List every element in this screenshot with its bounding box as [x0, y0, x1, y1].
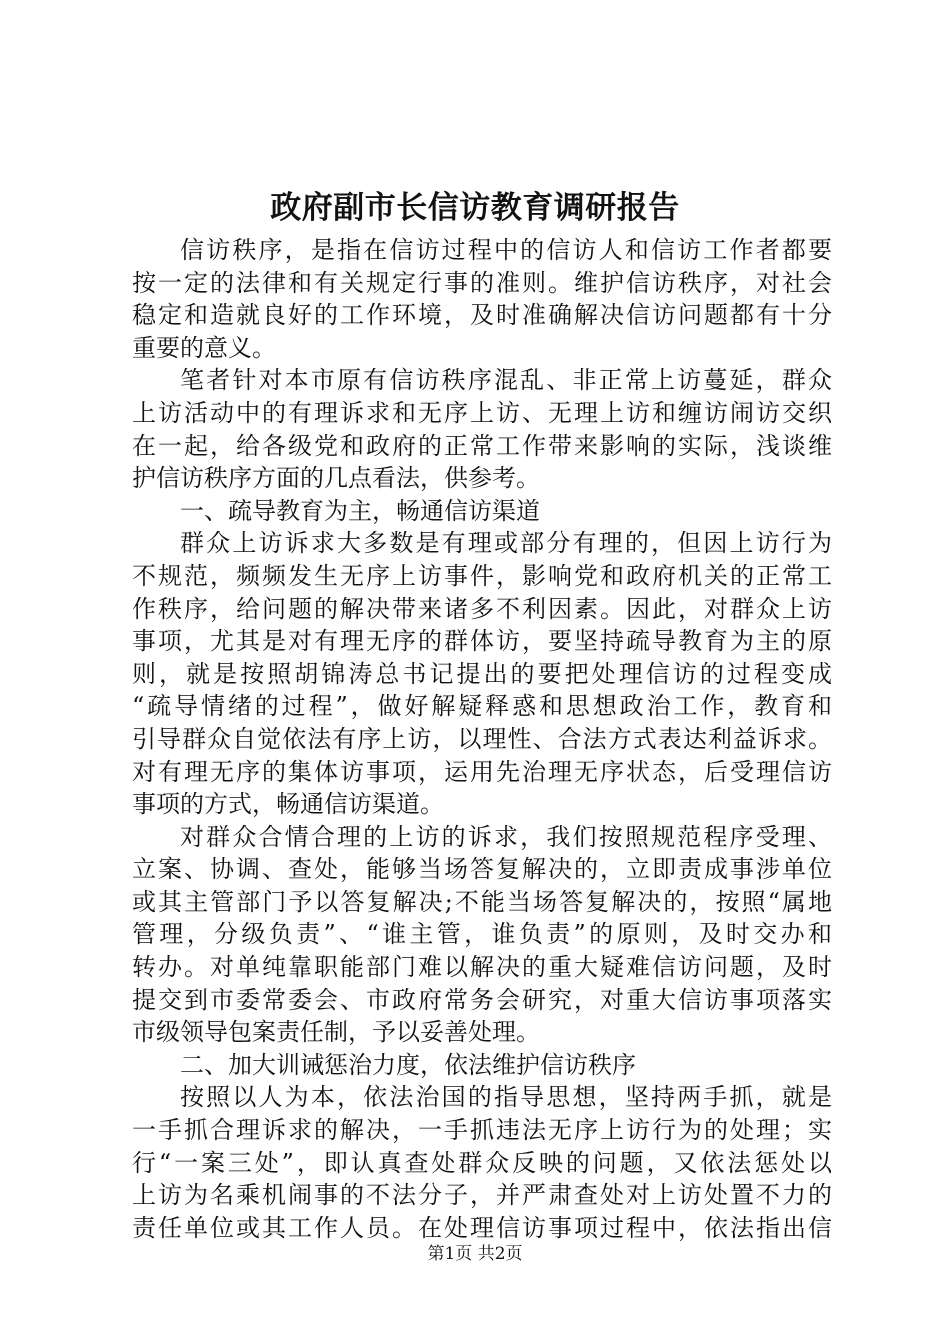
body-text-line: 一手抓合理诉求的解决，一手抓违法无序上访行为的处理；实 — [132, 1116, 832, 1145]
body-text-line: 稳定和造就良好的工作环境，及时准确解决信访问题都有十分 — [132, 301, 832, 330]
body-text-line: 在一起，给各级党和政府的正常工作带来影响的实际，浅谈维 — [132, 431, 832, 460]
body-text-line: 信访秩序，是指在信访过程中的信访人和信访工作者都要 — [180, 236, 832, 264]
body-text-line: 事项的方式，畅通信访渠道。 — [132, 790, 444, 819]
body-text-line: 责任单位或其工作人员。在处理信访事项过程中，依法指出信 — [132, 1213, 832, 1242]
body-text-line: “疏导情绪的过程”，做好解疑释惑和思想政治工作，教育和 — [132, 692, 832, 721]
body-text-line: 转办。对单纯靠职能部门难以解决的重大疑难信访问题，及时 — [132, 953, 832, 982]
body-text-line: 二、加大训诫惩治力度，依法维护信访秩序 — [180, 1050, 636, 1079]
body-text-line: 管理，分级负责”、“谁主管，谁负责”的原则，及时交办和 — [132, 920, 832, 949]
body-text-line: 对群众合情合理的上访的诉求，我们按照规范程序受理、 — [180, 822, 832, 851]
body-text-line: 上访活动中的有理诉求和无序上访、无理上访和缠访闹访交织 — [132, 398, 832, 427]
body-text-line: 行“一案三处”，即认真查处群众反映的问题，又依法惩处以 — [132, 1148, 832, 1177]
body-text-line: 或其主管部门予以答复解决;不能当场答复解决的，按照“属地 — [132, 887, 832, 916]
document-body — [132, 234, 832, 1244]
body-text-line: 按照以人为本，依法治国的指导思想，坚持两手抓，就是 — [180, 1083, 832, 1112]
body-text-line: 事项，尤其是对有理无序的群体访，要坚持疏导教育为主的原 — [132, 627, 832, 656]
body-text-line: 对有理无序的集体访事项，运用先治理无序状态，后受理信访 — [132, 757, 832, 786]
body-text-line: 提交到市委常委会、市政府常务会研究，对重大信访事项落实 — [132, 985, 832, 1014]
document-title: 政府副市长信访教育调研报告 — [270, 190, 680, 226]
body-text-line: 立案、协调、查处，能够当场答复解决的，立即责成事涉单位 — [132, 855, 832, 884]
body-text-line: 护信访秩序方面的几点看法，供参考。 — [132, 464, 540, 493]
body-text-line: 上访为名乘机闹事的不法分子，并严肃查处对上访处置不力的 — [132, 1181, 832, 1210]
body-text-line: 引导群众自觉依法有序上访，以理性、合法方式表达利益诉求。 — [132, 724, 832, 753]
body-text-line: 一、疏导教育为主，畅通信访渠道 — [180, 496, 540, 525]
body-text-line: 则，就是按照胡锦涛总书记提出的要把处理信访的过程变成 — [132, 659, 832, 688]
body-text-line: 市级领导包案责任制，予以妥善处理。 — [132, 1018, 540, 1047]
body-text-line: 群众上访诉求大多数是有理或部分有理的，但因上访行为 — [180, 529, 832, 558]
body-text-line: 笔者针对本市原有信访秩序混乱、非正常上访蔓延，群众 — [180, 366, 832, 395]
body-text-line: 按一定的法律和有关规定行事的准则。维护信访秩序，对社会 — [132, 268, 832, 297]
body-text-line: 作秩序，给问题的解决带来诸多不利因素。因此，对群众上访 — [132, 594, 832, 623]
body-text-line: 重要的意义。 — [132, 333, 276, 362]
page-indicator: 第1页 共2页 — [427, 1244, 523, 1264]
body-text-line: 不规范，频频发生无序上访事件，影响党和政府机关的正常工 — [132, 561, 832, 590]
